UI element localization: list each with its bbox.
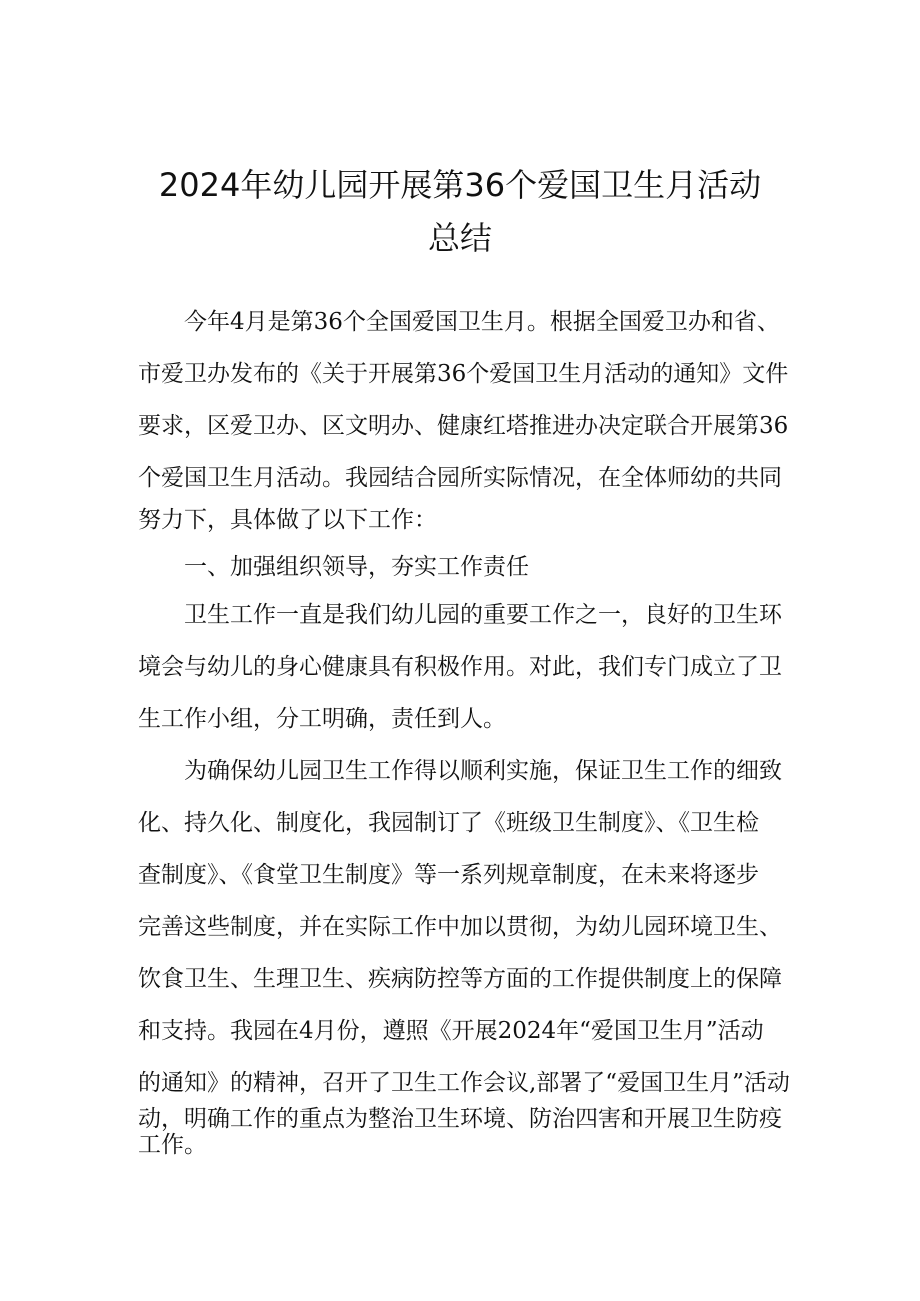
text-line: 动，明确工作的重点为整治卫生环境、防治四害和开展卫生防疫 [138, 1106, 782, 1132]
text-line: 卫生工作一直是我们幼儿园的重要工作之一，良好的卫生环 [138, 602, 782, 628]
text-line: 市爱卫办发布的《关于开展第36个爱国卫生月活动的通知》文件 [138, 361, 789, 387]
text-line: 工作。 [138, 1132, 207, 1158]
text-line: 要求，区爱卫办、区文明办、健康红塔推进办决定联合开展第36 [138, 413, 789, 439]
text-line: 化、持久化、制度化，我园制订了《班级卫生制度》、《卫生检 [138, 810, 759, 836]
section-heading: 一、加强组织领导，夯实工作责任 [138, 554, 529, 580]
text-line: 生工作小组，分工明确，责任到人。 [138, 706, 506, 732]
text-line: 的通知》的精神，召开了卫生工作会议,部署了“爱国卫生月”活动 [138, 1070, 790, 1096]
text-line: 为确保幼儿园卫生工作得以顺利实施，保证卫生工作的细致 [138, 758, 782, 784]
text-line: 个爱国卫生月活动。我园结合园所实际情况，在全体师幼的共同 [138, 465, 782, 491]
document-title-line2: 总结 [427, 219, 492, 257]
text-line: 境会与幼儿的身心健康具有积极作用。对此，我们专门成立了卫 [138, 654, 782, 680]
text-line: 和支持。我园在4月份，遵照《开展2024年“爱国卫生月”活动 [138, 1018, 764, 1044]
text-line: 查制度》、《食堂卫生制度》等一系列规章制度，在未来将逐步 [138, 862, 759, 888]
text-line: 今年4月是第36个全国爱国卫生月。根据全国爱卫办和省、 [138, 309, 780, 335]
document-title-line1: 2024年幼儿园开展第36个爱国卫生月活动 [158, 166, 762, 204]
text-line: 完善这些制度，并在实际工作中加以贯彻，为幼儿园环境卫生、 [138, 914, 782, 940]
text-line: 饮食卫生、生理卫生、疾病防控等方面的工作提供制度上的保障 [138, 966, 782, 992]
text-line: 努力下，具体做了以下工作： [138, 507, 437, 533]
